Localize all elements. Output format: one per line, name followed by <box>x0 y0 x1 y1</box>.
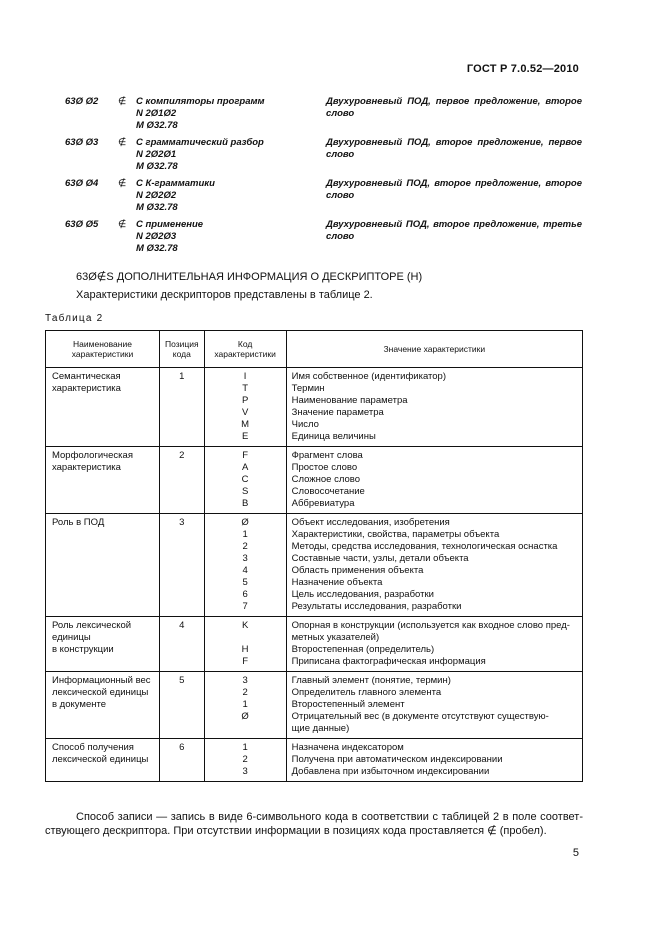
characteristic-code: B <box>241 498 249 509</box>
characteristic-name: Роль в ПОД <box>52 517 105 528</box>
characteristic-code: 5 <box>242 577 248 588</box>
characteristic-value: Значение параметра <box>291 407 384 418</box>
example-lines <box>136 96 316 132</box>
example-lines <box>136 178 316 214</box>
value-cell <box>286 368 582 447</box>
document-header: ГОСТ Р 7.0.52—2010 <box>466 63 579 75</box>
code-cell <box>204 617 286 672</box>
characteristic-name: Семантическая <box>52 371 121 382</box>
example-line: N 2Ø2Ø1 <box>136 149 177 160</box>
table-row <box>46 447 583 514</box>
code-position-cell <box>160 368 205 447</box>
characteristic-value: Второстепенная (определитель) <box>291 644 435 655</box>
characteristic-value: Имя собственное (идентификатор) <box>291 371 446 382</box>
characteristic-name: характеристика <box>52 462 121 473</box>
characteristic-value: Характеристики, свойства, параметры объекта <box>291 529 500 540</box>
code-position-cell <box>160 617 205 672</box>
example-code: 63Ø Ø2 <box>65 96 99 107</box>
characteristic-code: 4 <box>242 565 248 576</box>
characteristic-code: 3 <box>242 766 248 777</box>
code-cell <box>204 368 286 447</box>
characteristic-code: 6 <box>242 589 248 600</box>
code-position: 5 <box>179 675 185 686</box>
code-cell <box>204 447 286 514</box>
characteristic-code: 2 <box>242 687 248 698</box>
characteristic-value: метных указателей) <box>291 632 380 643</box>
characteristic-value: Простое слово <box>291 462 358 473</box>
characteristic-code: P <box>241 395 249 406</box>
characteristic-value: Наименование параметра <box>291 395 408 406</box>
space-symbol: ∉ <box>118 219 127 230</box>
header-position: Позиция кода <box>160 331 205 368</box>
characteristic-value: щие данные) <box>291 723 350 734</box>
characteristic-code: 2 <box>242 541 248 552</box>
example-description: Двухуровневый ПОД, второе предложение, первое слово <box>326 137 582 160</box>
code-position: 2 <box>179 450 185 461</box>
value-cell <box>286 514 582 617</box>
characteristic-name: лексической единицы <box>52 687 149 698</box>
characteristic-name-cell <box>46 739 160 782</box>
example-description: Двухуровневый ПОД, второе предложение, второе слово <box>326 178 582 201</box>
characteristic-value: Число <box>291 419 319 430</box>
example-code: 63Ø Ø4 <box>65 178 99 189</box>
characteristic-value: Добавлена при избыточном индексировании <box>291 766 490 777</box>
code-position-cell <box>160 447 205 514</box>
characteristic-code <box>210 723 281 735</box>
characteristic-name: единицы <box>52 632 91 643</box>
code-cell <box>204 739 286 782</box>
characteristic-code: H <box>241 644 249 655</box>
example-lines <box>136 137 316 173</box>
characteristic-code: 3 <box>242 675 248 686</box>
code-cell <box>204 672 286 739</box>
section-intro: Характеристики дескрипторов представлены в таблице 2. <box>76 289 373 301</box>
characteristic-value: Назначена индексатором <box>291 742 404 753</box>
value-cell <box>286 617 582 672</box>
characteristic-code: F <box>242 450 249 461</box>
characteristic-value: Опорная в конструкции (используется как входное слово пред- <box>291 620 570 631</box>
characteristic-name: характеристика <box>52 383 121 394</box>
example-line: C компиляторы программ <box>136 96 265 107</box>
example-line: C К-грамматики <box>136 178 215 189</box>
characteristic-name-cell <box>46 368 160 447</box>
characteristic-value: Единица величины <box>291 431 376 442</box>
characteristic-name: Роль лексической <box>52 620 132 631</box>
table-caption: Таблица 2 <box>45 313 104 324</box>
characteristic-name: в конструкции <box>52 644 114 655</box>
section-heading: 63Ø∉S ДОПОЛНИТЕЛЬНАЯ ИНФОРМАЦИЯ О ДЕСКРИПТОРЕ (Н) <box>76 271 423 283</box>
characteristic-name: Способ получения <box>52 742 134 753</box>
table-row <box>46 617 583 672</box>
characteristic-code: V <box>241 407 249 418</box>
characteristic-value: Объект исследования, изобретения <box>291 517 450 528</box>
characteristic-value: Методы, средства исследования, технологическая оснастка <box>291 541 558 552</box>
example-lines <box>136 219 316 255</box>
code-cell <box>204 514 286 617</box>
characteristic-code: I <box>243 371 247 382</box>
code-position: 1 <box>179 371 185 382</box>
characteristic-code: 1 <box>242 529 248 540</box>
characteristic-name: Морфологическая <box>52 450 133 461</box>
value-cell <box>286 447 582 514</box>
characteristic-code: Ø <box>241 711 249 722</box>
characteristic-name-cell <box>46 447 160 514</box>
characteristic-value: Термин <box>291 383 325 394</box>
table-row <box>46 672 583 739</box>
characteristic-value: Аббревиатура <box>291 498 355 509</box>
example-line: M Ø32.78 <box>136 161 178 172</box>
space-symbol: ∉ <box>118 137 127 148</box>
example-line: N 2Ø2Ø3 <box>136 231 177 242</box>
characteristic-value: Составные части, узлы, детали объекта <box>291 553 469 564</box>
header-value: Значение характеристики <box>286 331 582 368</box>
characteristic-code: C <box>241 474 249 485</box>
characteristic-code: 3 <box>242 553 248 564</box>
characteristic-name-cell <box>46 617 160 672</box>
header-code: Код характеристики <box>204 331 286 368</box>
characteristic-code: S <box>241 486 249 497</box>
example-line: N 2Ø1Ø2 <box>136 108 177 119</box>
footer-paragraph <box>45 810 583 838</box>
characteristic-value: Сложное слово <box>291 474 361 485</box>
characteristic-value: Определитель главного элемента <box>291 687 442 698</box>
characteristic-value: Назначение объекта <box>291 577 383 588</box>
example-description: Двухуровневый ПОД, второе предложение, третье слово <box>326 219 582 242</box>
code-position: 4 <box>179 620 185 631</box>
example-line: M Ø32.78 <box>136 202 178 213</box>
characteristic-name-cell <box>46 514 160 617</box>
characteristic-code: 1 <box>242 699 248 710</box>
characteristic-code: 1 <box>242 742 248 753</box>
example-code: 63Ø Ø5 <box>65 219 99 230</box>
characteristic-value: Приписана фактографическая информация <box>291 656 486 667</box>
characteristic-code: Ø <box>241 517 249 528</box>
example-line: M Ø32.78 <box>136 120 178 131</box>
page-number: 5 <box>572 847 579 859</box>
characteristic-value: Словосочетание <box>291 486 365 497</box>
example-line: M Ø32.78 <box>136 243 178 254</box>
characteristic-name: Информационный вес <box>52 675 151 686</box>
example-line: N 2Ø2Ø2 <box>136 190 177 201</box>
value-cell <box>286 739 582 782</box>
footer-line: Способ записи — запись в виде 6-символьного кода в соответствии с таблицей 2 в поле соответ- <box>76 811 583 823</box>
characteristic-code: 2 <box>242 754 248 765</box>
code-position-cell <box>160 739 205 782</box>
example-description: Двухуровневый ПОД, первое предложение, второе слово <box>326 96 582 119</box>
characteristic-value: Фрагмент слова <box>291 450 363 461</box>
characteristic-code: M <box>241 419 250 430</box>
code-position: 3 <box>179 517 185 528</box>
characteristic-name: лексической единицы <box>52 754 149 765</box>
characteristic-code <box>210 632 281 644</box>
characteristic-name-cell <box>46 672 160 739</box>
characteristic-value: Отрицательный вес (в документе отсутствуют существую- <box>291 711 549 722</box>
code-position-cell <box>160 672 205 739</box>
characteristic-value: Область применения объекта <box>291 565 424 576</box>
space-symbol: ∉ <box>118 96 127 107</box>
characteristic-value: Получена при автоматическом индексировании <box>291 754 503 765</box>
characteristic-code: 7 <box>242 601 248 612</box>
characteristic-value: Второстепенный элемент <box>291 699 405 710</box>
characteristic-value: Главный элемент (понятие, термин) <box>291 675 451 686</box>
characteristic-code: T <box>242 383 249 394</box>
table-header-row <box>46 331 583 368</box>
characteristic-value: Результаты исследования, разработки <box>291 601 462 612</box>
characteristic-code: A <box>241 462 249 473</box>
table-row <box>46 739 583 782</box>
footer-line: ствующего дескриптора. При отсутствии информации в позициях кода проставляется ∉ (пробел). <box>45 825 547 837</box>
example-code: 63Ø Ø3 <box>65 137 99 148</box>
characteristic-code: E <box>241 431 249 442</box>
table-row <box>46 368 583 447</box>
example-line: C применение <box>136 219 204 230</box>
table-row <box>46 514 583 617</box>
code-position-cell <box>160 514 205 617</box>
header-name: Наименование характеристики <box>46 331 160 368</box>
space-symbol: ∉ <box>118 178 127 189</box>
value-cell <box>286 672 582 739</box>
code-position: 6 <box>179 742 185 753</box>
example-line: C грамматический разбор <box>136 137 264 148</box>
characteristic-value: Цель исследования, разработки <box>291 589 434 600</box>
characteristic-name: в документе <box>52 699 107 710</box>
characteristic-code: F <box>242 656 249 667</box>
characteristics-table <box>45 330 583 782</box>
table-body <box>46 368 583 782</box>
characteristic-code: K <box>241 620 249 631</box>
